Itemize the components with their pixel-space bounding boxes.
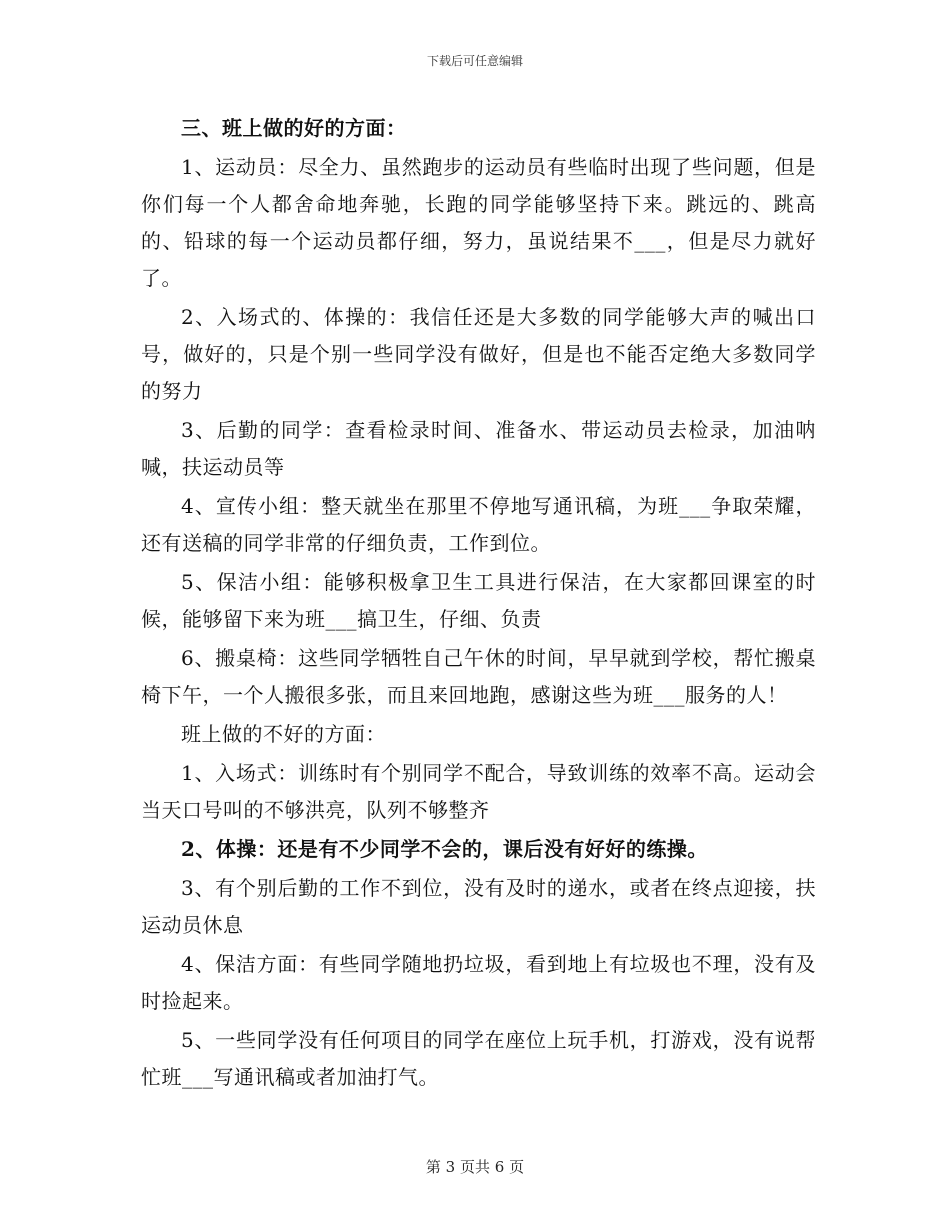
paragraph-entrance-gymnastics: 2、入场式的、体操的：我信任还是大多数的同学能够大声的喊出口号，做好的，只是个别一些同学没有做好，但是也不能否定绝大多数同学的努力 [141, 305, 816, 403]
paragraph-bad-entrance: 1、入场式：训练时有个别同学不配合，导致训练的效率不高。运动会当天口号叫的不够洪亮，队列不够整齐 [141, 761, 816, 822]
paragraph-bad-cleaning: 4、保洁方面：有些同学随地扔垃圾，看到地上有垃圾也不理，没有及时捡起来。 [141, 952, 816, 1013]
paragraph-moving-desks: 6、搬桌椅：这些同学牺牲自己午休的时间，早早就到学校，帮忙搬桌椅下午，一个人搬很多张，而且来回地跑，感谢这些为班___服务的人！ [141, 646, 816, 707]
page-footer: 第 3 页共 6 页 [425, 1158, 525, 1176]
section-heading-good: 三、班上做的好的方面： [181, 116, 407, 140]
document-body [141, 110, 816, 1098]
section-heading-bad: 班上做的不好的方面： [181, 722, 386, 746]
paragraph-bad-logistics: 3、有个别后勤的工作不到位，没有及时的递水，或者在终点迎接，扶运动员休息 [141, 876, 816, 937]
page-header: 下载后可任意编辑 [426, 54, 523, 68]
paragraph-logistics: 3、后勤的同学：查看检录时间、准备水、带运动员去检录，加油呐喊，扶运动员等 [141, 418, 816, 479]
paragraph-publicity: 4、宣传小组：整天就坐在那里不停地写通讯稿，为班___争取荣耀，还有送稿的同学非常的仔细负责，工作到位。 [141, 494, 816, 555]
paragraph-bad-phones: 5、一些同学没有任何项目的同学在座位上玩手机，打游戏，没有说帮忙班___写通讯稿或者加油打气。 [141, 1028, 816, 1089]
paragraph-bad-gymnastics: 2、体操：还是有不少同学不会的，课后没有好好的练操。 [181, 837, 708, 861]
paragraph-cleaning: 5、保洁小组：能够积极拿卫生工具进行保洁，在大家都回课室的时候，能够留下来为班___搞卫生，仔细、负责 [141, 570, 816, 631]
paragraph-athletes: 1、运动员：尽全力、虽然跑步的运动员有些临时出现了些问题，但是你们每一个人都舍命地奔驰，长跑的同学能够坚持下来。跳远的、跳高的、铅球的每一个运动员都仔细，努力，虽说结果不___，但是尽力就好了。 [141, 155, 816, 290]
